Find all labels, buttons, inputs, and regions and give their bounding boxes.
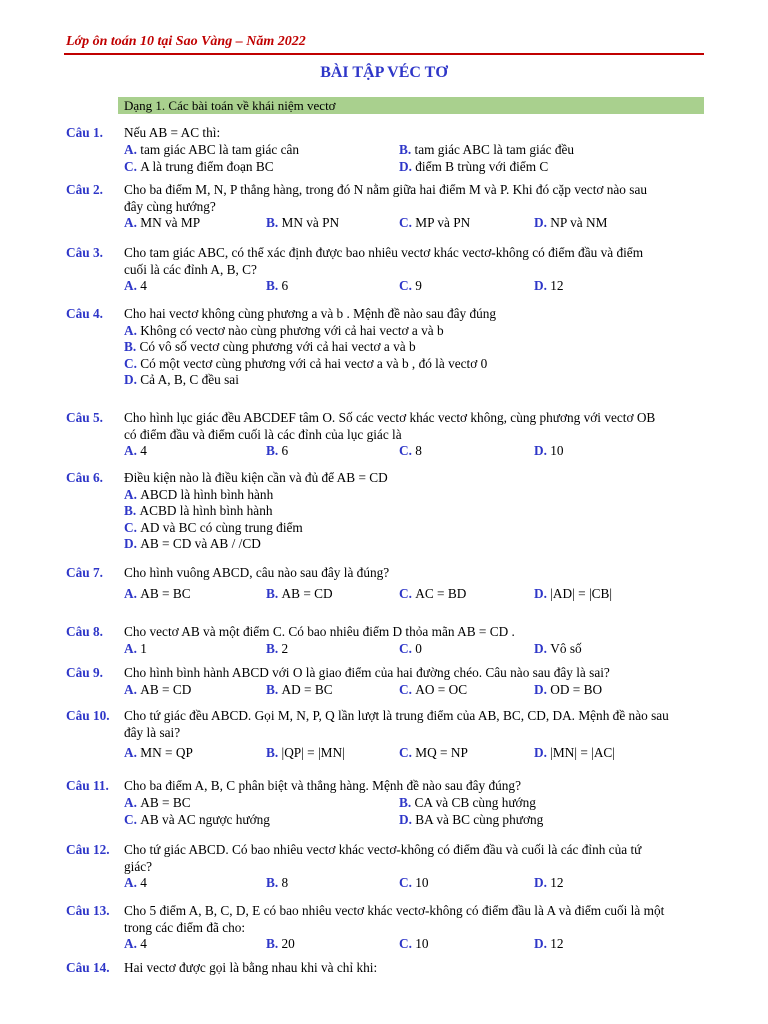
answer-option: D. điểm B trùng với điểm C [399, 158, 549, 174]
answer-row [124, 936, 702, 953]
answer-row [124, 795, 702, 812]
question-body [124, 778, 702, 829]
answer-option: C. AO = OC [399, 681, 468, 697]
answer-option: B. CA và CB cùng hướng [399, 794, 536, 810]
answer-option: C. MQ = NP [399, 745, 468, 760]
question-text-line: Hai vectơ được gọi là bằng nhau khi và chỉ khi: [124, 960, 378, 975]
question-body [124, 903, 702, 953]
answer-option: B. 8 [266, 875, 289, 890]
question-text-line: trong các điểm đã cho: [124, 919, 246, 935]
question-text-line: Điều kiện nào là điều kiện cần và đủ để AB = CD [124, 470, 388, 485]
answer-option: C. 9 [399, 278, 422, 293]
answer-option: A. 4 [124, 875, 147, 890]
answer-option: B. |QP| = |MN| [266, 745, 345, 760]
question-number: Câu 13. [66, 903, 110, 918]
question-text-line: Cho vectơ AB và một điểm C. Có bao nhiêu điểm D thỏa mãn AB = CD . [124, 624, 515, 639]
answer-option: B. AB = CD [266, 585, 333, 601]
question-text-line: C. Có một vectơ cùng phương với cả hai vectơ a và b , đó là vectơ 0 [124, 355, 488, 371]
answer-option: B. 6 [266, 443, 289, 458]
question-text-line: Cho 5 điểm A, B, C, D, E có bao nhiêu vectơ khác vectơ-không có điểm đầu là A và điểm cuối là một [124, 903, 665, 918]
answer-option: B. MN và PN [266, 215, 340, 230]
question-body [124, 410, 702, 460]
question-text-line: C. AD và BC có cùng trung điểm [124, 519, 303, 535]
answer-option: B. 6 [266, 278, 289, 293]
question-number: Câu 14. [66, 960, 110, 975]
answer-option: D. BA và BC cùng phương [399, 811, 544, 827]
answer-option: C. AC = BD [399, 585, 467, 601]
answer-option: A. MN = QP [124, 745, 193, 760]
question-text-line: D. Cả A, B, C đều sai [124, 372, 239, 387]
answer-option: D. OD = BO [534, 681, 603, 697]
answer-option: C. 10 [399, 875, 429, 890]
question-number: Câu 11. [66, 778, 109, 793]
question-body [124, 960, 702, 977]
question-text-line: Cho tứ giác đều ABCD. Gọi M, N, P, Q lần lượt là trung điểm của AB, BC, CD, DA. Mệnh đề nào sau [124, 708, 669, 723]
answer-option: B. 2 [266, 640, 289, 656]
answer-row [124, 875, 702, 892]
answer-option: A. AB = CD [124, 681, 192, 697]
question-number: Câu 5. [66, 410, 103, 425]
question-text-line: Cho ba điểm A, B, C phân biệt và thẳng hàng. Mệnh đề nào sau đây đúng? [124, 778, 521, 793]
answer-option: D. |MN| = |AC| [534, 745, 615, 760]
answer-option: A. 1 [124, 640, 147, 656]
question-body [124, 565, 702, 603]
question-number: Câu 9. [66, 665, 103, 680]
answer-option: D. 12 [534, 278, 564, 293]
answer-option: B. tam giác ABC là tam giác đều [399, 141, 575, 157]
question-number: Câu 8. [66, 624, 103, 639]
answer-option: C. MP và PN [399, 215, 471, 230]
question-number: Câu 10. [66, 708, 110, 723]
question-number: Câu 2. [66, 182, 103, 197]
question-text-line: giác? [124, 858, 153, 874]
question-text-line: đây cùng hướng? [124, 198, 216, 214]
answer-option: D. |AD| = |CB| [534, 585, 613, 601]
answer-option: A. 4 [124, 278, 147, 293]
question-text-line: Cho hình bình hành ABCD với O là giao điểm của hai đường chéo. Câu nào sau đây là sai? [124, 665, 610, 680]
answer-option: D. Vô số [534, 640, 582, 656]
question-text-line: B. Có vô số vectơ cùng phương với cả hai vectơ a và b [124, 339, 416, 354]
question-body [124, 182, 702, 232]
answer-row [124, 586, 702, 603]
answer-option: C. AB và AC ngược hướng [124, 811, 270, 827]
question-body [124, 842, 702, 892]
answer-row [124, 159, 702, 176]
question-text-line: Cho tam giác ABC, có thể xác định được bao nhiêu vectơ khác vectơ-không có điểm đầu và điểm [124, 245, 644, 260]
question-text-line: Cho hình vuông ABCD, câu nào sau đây là đúng? [124, 565, 390, 580]
question-text-line: D. AB = CD và AB / /CD [124, 536, 261, 551]
answer-option: A. AB = BC [124, 585, 191, 601]
answer-option: C. 0 [399, 640, 422, 656]
answer-option: D. 12 [534, 875, 564, 890]
answer-row [124, 745, 702, 762]
header-rule [64, 53, 704, 55]
question-body [124, 306, 702, 389]
answer-option: B. 20 [266, 936, 295, 951]
answer-row [124, 278, 702, 295]
answer-option: A. 4 [124, 936, 147, 951]
page-title: BÀI TẬP VÉC TƠ [320, 64, 448, 81]
question-text-line: Nếu AB = AC thì: [124, 125, 221, 140]
section-heading: Dạng 1. Các bài toán về khái niệm vectơ [118, 97, 704, 114]
question-text-line: có điểm đầu và điểm cuối là các đỉnh của lục giác là [124, 426, 402, 442]
question-body [124, 245, 702, 295]
question-text-line: đây là sai? [124, 724, 181, 740]
answer-row [124, 641, 702, 658]
page-header: Lớp ôn toán 10 tại Sao Vàng – Năm 2022 [66, 34, 306, 49]
question-text-line: cuối là các đỉnh A, B, C? [124, 261, 257, 277]
question-body [124, 125, 702, 176]
answer-option: B. AD = BC [266, 681, 333, 697]
question-number: Câu 3. [66, 245, 103, 260]
question-text-line: Cho hình lục giác đều ABCDEF tâm O. Số các vectơ khác vectơ không, cùng phương với vectơ OB [124, 410, 656, 425]
question-number: Câu 12. [66, 842, 110, 857]
answer-row [124, 443, 702, 460]
question-text-line: Cho ba điểm M, N, P thẳng hàng, trong đó N nằm giữa hai điểm M và P. Khi đó cặp vectơ nào sau [124, 182, 648, 197]
question-text-line: Cho tứ giác ABCD. Có bao nhiêu vectơ khác vectơ-không có điểm đầu và cuối là các đỉnh của tứ [124, 842, 642, 857]
answer-option: D. 10 [534, 443, 564, 458]
question-body [124, 708, 702, 762]
answer-option: A. MN và MP [124, 215, 201, 230]
answer-row [124, 142, 702, 159]
question-body [124, 470, 702, 553]
question-text-line: A. ABCD là hình bình hành [124, 486, 274, 502]
question-number: Câu 7. [66, 565, 103, 580]
answer-row [124, 682, 702, 699]
answer-row [124, 215, 702, 232]
question-text-line: B. ACBD là hình bình hành [124, 503, 273, 518]
answer-option: C. 10 [399, 936, 429, 951]
question-text-line: A. Không có vectơ nào cùng phương với cả hai vectơ a và b [124, 322, 444, 338]
answer-option: D. 12 [534, 936, 564, 951]
question-body [124, 665, 702, 699]
answer-option: A. tam giác ABC là tam giác cân [124, 141, 300, 157]
answer-option: A. 4 [124, 443, 147, 458]
question-number: Câu 6. [66, 470, 103, 485]
question-number: Câu 1. [66, 125, 103, 140]
answer-option: C. 8 [399, 443, 422, 458]
answer-option: C. A là trung điểm đoạn BC [124, 158, 274, 174]
question-text-line: Cho hai vectơ không cùng phương a và b . Mệnh đề nào sau đây đúng [124, 306, 497, 321]
answer-option: A. AB = BC [124, 794, 191, 810]
answer-row [124, 812, 702, 829]
answer-option: D. NP và NM [534, 215, 608, 230]
question-body [124, 624, 702, 658]
question-number: Câu 4. [66, 306, 103, 321]
